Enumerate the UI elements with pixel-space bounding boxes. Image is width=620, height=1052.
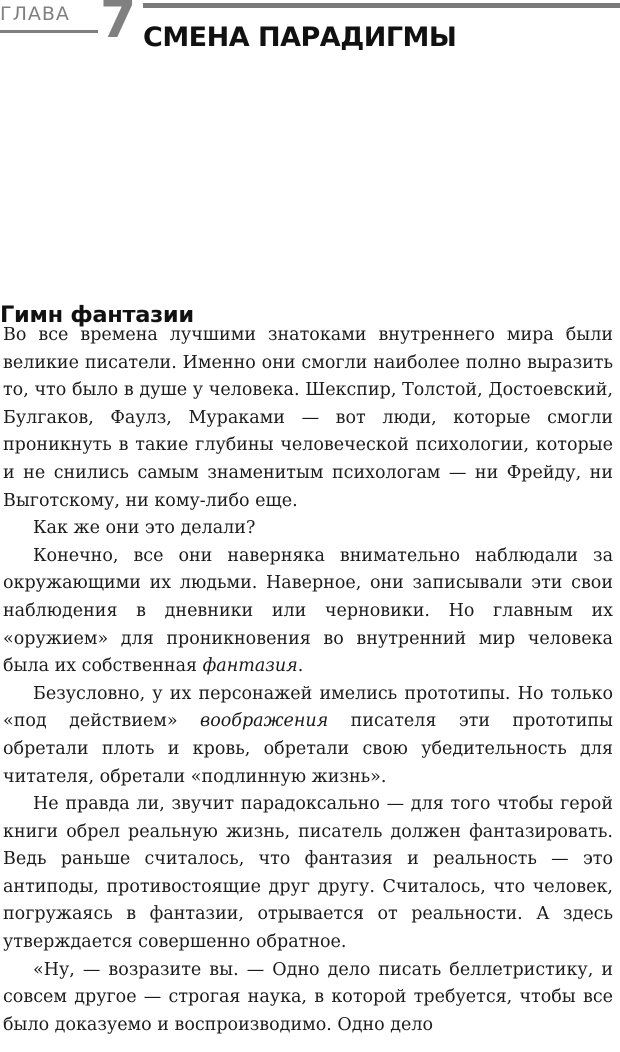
- paragraph-4-text: Безусловно, у их персонажей имелись прототипы. Но только «под действием»: [3, 683, 613, 732]
- paragraph-3-emphasis: фантазия: [202, 656, 298, 677]
- body-text: [3, 322, 613, 1039]
- paragraph-3-end: .: [297, 656, 304, 677]
- chapter-header: [0, 0, 620, 60]
- paragraph-3-text: Конечно, все они наверняка внимательно наблюдали за окружающими их людьми. Наверное, они записывали эти свои наблюдения в дневники или черновики. Но главным их «оружием» для проникновения во внутренний мир человека была их собственная: [3, 545, 613, 677]
- chapter-title: СМЕНА ПАРАДИГМЫ: [143, 22, 457, 53]
- paragraph-4: [3, 681, 613, 791]
- chapter-number: 7: [100, 0, 137, 50]
- paragraph-6: «Ну, — возразите вы. — Одно дело писать беллетристику, и совсем другое — строгая наука, в которой требуется, чтобы все было доказуемо и воспроизводимо. Одно дело: [3, 959, 613, 1035]
- paragraph-1: Во все времена лучшими знатоками внутреннего мира были великие писатели. Именно они смогли наиболее полно выразить то, что было в душе у человека. Шекспир, Толстой, Достоевский, Булгаков, Фаулз, Мураками — вот люди, которые смогли проникнуть в такие глубины человеческой психологии, которые и не снились самым знаменитым психологам — ни Фрейду, ни Выготскому, ни кому-либо еще.: [3, 325, 613, 511]
- chapter-title-rule: [143, 3, 620, 8]
- chapter-label-underline: [0, 30, 98, 33]
- paragraph-3: [3, 543, 613, 681]
- paragraph-2: Как же они это делали?: [33, 518, 256, 539]
- paragraph-5: Не правда ли, звучит парадоксально — для того чтобы герой книги обрел реальную жизнь, писатель должен фантазировать. Ведь раньше считалось, что фантазия и реальность — это антиподы, противостоящие друг другу. Считалось, что человек, погружаясь в фантазии, отрывается от реальности. А здесь утверждается совершенно обратное.: [3, 794, 613, 953]
- chapter-label: ГЛАВА: [0, 3, 70, 25]
- paragraph-4-end: писателя эти прототипы обретали плоть и кровь, обретали свою убедительность для читателя, обретали «подлинную жизнь».: [3, 711, 613, 787]
- paragraph-4-emphasis: воображения: [200, 711, 329, 732]
- section-heading: Гимн фантазии: [0, 301, 194, 328]
